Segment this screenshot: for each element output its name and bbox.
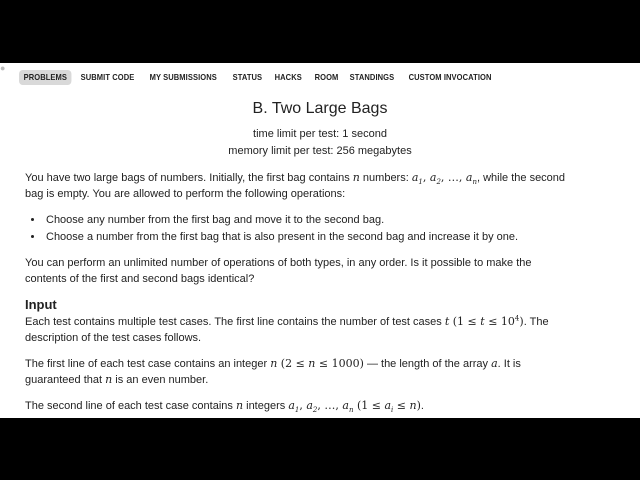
input-paragraph-1 <box>25 314 570 346</box>
legend-text: , while the second bag is empty. You are allowed to perform the following operations: <box>25 172 566 200</box>
legend-paragraph-2: You can perform an unlimited number of operations of both types, in any order. Is it possible to make the contents of the first and second bags identical? <box>25 257 532 285</box>
nav-standings[interactable]: STANDINGS <box>350 73 395 82</box>
legend-text: numbers: <box>362 172 409 184</box>
contest-nav-bar <box>0 63 640 91</box>
math-t-constraint: t $(1 \le t \le 10^4)$ <box>444 314 524 328</box>
nav-my-submissions[interactable]: MY SUBMISSIONS <box>149 73 217 82</box>
nav-room[interactable]: ROOM <box>314 73 338 82</box>
operation-item: • Choose any number from the first bag and move it to the second bag. <box>44 212 518 229</box>
operation-item: • Choose a number from the first bag that is also present in the second bag and increase it by one. <box>44 229 518 246</box>
input-text: . The description of the test cases follows. <box>25 316 549 344</box>
input-text: integers <box>246 400 286 412</box>
memory-limit: memory limit per test: 256 megabytes <box>228 145 412 157</box>
legend-text: You have two large bags of numbers. Initially, the first bag contains <box>25 172 350 184</box>
nav-custom-invocation[interactable]: CUSTOM INVOCATION <box>408 73 492 82</box>
math-n: n <box>235 399 244 412</box>
nav-hacks[interactable]: HACKS <box>274 73 302 82</box>
input-text: . <box>420 400 424 412</box>
problem-page <box>0 63 640 418</box>
math-n-constraint: n (2 ≤ n ≤ 1000) <box>270 357 364 370</box>
input-paragraph-3 <box>25 398 570 414</box>
operations-list <box>25 212 518 246</box>
input-text: The first line of each test case contains an integer <box>25 358 268 370</box>
input-heading: Input <box>25 297 57 312</box>
time-limit: time limit per test: 1 second <box>253 128 387 140</box>
nav-submit-code[interactable]: SUBMIT CODE <box>80 73 135 82</box>
nav-status[interactable]: STATUS <box>232 73 262 82</box>
math-n: n <box>352 171 360 184</box>
input-text: Each test contains multiple test cases. The first line contains the number of test cases <box>25 316 442 328</box>
nav-problems[interactable]: PROBLEMS <box>19 70 72 85</box>
math-a: a <box>491 357 498 370</box>
input-text: The second line of each test case contains <box>25 400 233 412</box>
math-sequence: $a_1$, $a_2$, …, $a_n$ $(1 \le a_i \le n)$ <box>288 399 421 415</box>
input-paragraph-2 <box>25 356 570 388</box>
math-sequence: $a_1$, $a_2$, …, $a_n$ <box>411 171 477 187</box>
corner-dot-icon: ● <box>0 63 6 73</box>
legend-paragraph-1 <box>25 170 570 202</box>
problem-title: B. Two Large Bags <box>252 100 388 117</box>
input-text: is an even number. <box>115 374 209 386</box>
input-text: . It is guaranteed that <box>25 358 521 386</box>
input-text: — the length of the array <box>366 358 489 370</box>
math-n: n <box>105 373 113 386</box>
nav-menu <box>19 70 504 85</box>
